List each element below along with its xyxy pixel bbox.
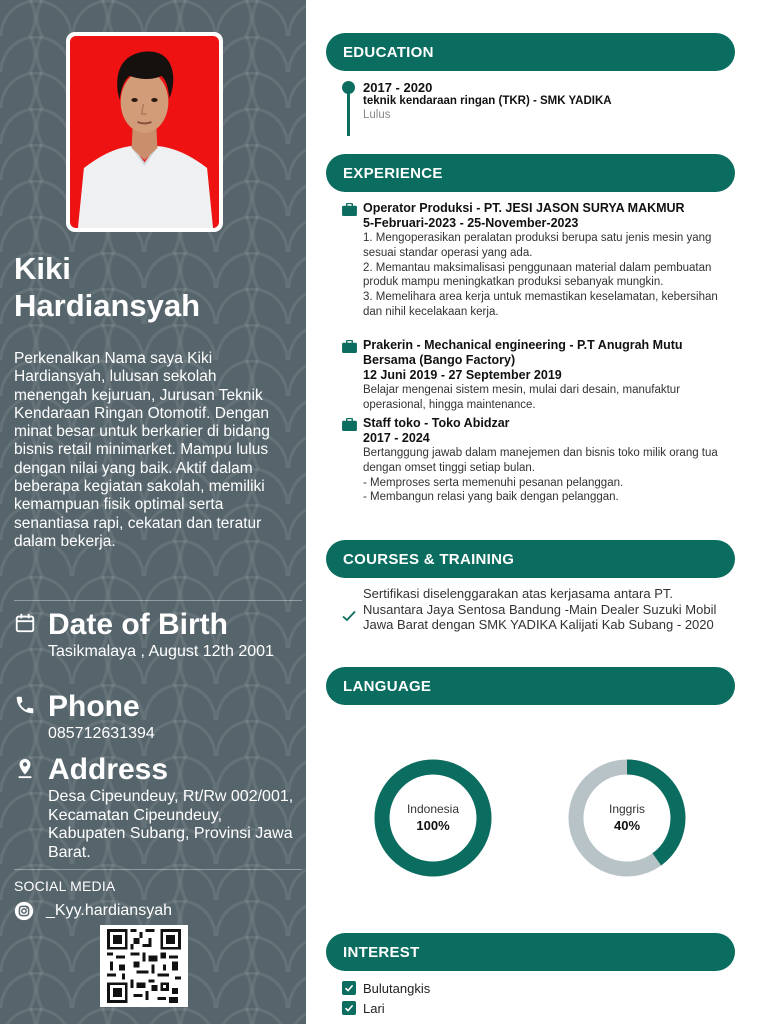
- profile-photo: [70, 36, 219, 228]
- full-name: [14, 250, 294, 324]
- dob-block: [14, 608, 299, 688]
- instagram-icon: [14, 901, 34, 921]
- instagram-link[interactable]: [14, 900, 172, 922]
- job-desc-line: 3. Memelihara area kerja untuk memastikan keselamatan, kebersihan dan nihil kecelakaan kerja.: [363, 291, 718, 318]
- education-school: teknik kendaraan ringan (TKR) - SMK YADIKA: [363, 95, 612, 107]
- instagram-handle: _Kyy.hardiansyah: [46, 902, 172, 919]
- language-percent: 100%: [416, 818, 450, 833]
- job-desc-line: Belajar mengenai sistem mesin, mulai dari desain, manufaktur operasional, hingga maintenance.: [363, 384, 681, 411]
- education-years: 2017 - 2020: [363, 80, 433, 95]
- interest-item: [342, 1000, 385, 1016]
- language-ring-inggris: [567, 758, 687, 878]
- job-title: Operator Produksi - PT. JESI JASON SURYA MAKMUR: [363, 201, 685, 215]
- section-header-courses: COURSES & TRAINING: [326, 540, 735, 578]
- profile-photo-frame: [66, 32, 223, 232]
- experience-item: [342, 338, 732, 413]
- course-item: Sertifikasi diselenggarakan atas kerjasama antara PT. Nusantara Jaya Sentosa Bandung -Main Dealer Suzuki Mobil Jawa Barat dengan SMK YADIKA Kalijati Kab Subang - 2020: [363, 586, 717, 632]
- section-header-education: EDUCATION: [326, 33, 735, 71]
- phone-value: 085712631394: [48, 725, 155, 742]
- divider: [14, 869, 302, 870]
- language-name: Indonesia: [406, 802, 460, 816]
- last-name: Hardiansyah: [14, 288, 201, 323]
- job-desc-line: 1. Mengoperasikan peralatan produksi berupa satu jenis mesin yang sesuai standar operasi yang ada.: [363, 232, 712, 259]
- section-header-language: LANGUAGE: [326, 667, 735, 705]
- phone-icon: [14, 694, 36, 716]
- address-title: Address: [48, 753, 169, 786]
- checkmark-icon: [342, 610, 356, 622]
- job-date: 2017 - 2024: [363, 431, 430, 445]
- job-title: Prakerin - Mechanical engineering - P.T Anugrah Mutu Bersama (Bango Factory): [363, 338, 683, 367]
- timeline-line: [347, 90, 350, 136]
- job-desc-line: - Membangun relasi yang baik dengan pelanggan.: [363, 491, 619, 504]
- calendar-icon: [14, 612, 36, 634]
- interest-item: [342, 980, 430, 996]
- language-percent: 40%: [613, 818, 641, 833]
- section-header-experience: EXPERIENCE: [326, 154, 735, 192]
- experience-item: [342, 416, 732, 505]
- checkbox-icon: [342, 981, 356, 995]
- job-desc-line: - Memproses serta memenuhi pesanan pelanggan.: [363, 476, 624, 489]
- job-date: 5-Februari-2023 - 25-November-2023: [363, 216, 579, 230]
- profile-summary: Perkenalkan Nama saya Kiki Hardiansyah, lulusan sekolah menengah kejuruan, Jurusan Teknik Kendaraan Ringan Otomotif. Dengan minat besar untuk berkarier di bidang bisnis retail minimarket. Mampu lulus dengan nilai yang baik. Aktif dalam beberapa kegiatan sakolah, memiliki kemampuan fisik optimal serta senantiasa rapi, cekatan dan teratur dalam bekerja.: [14, 350, 270, 550]
- experience-item: [342, 201, 732, 320]
- phone-title: Phone: [48, 690, 140, 723]
- section-header-interest: INTEREST: [326, 933, 735, 971]
- phone-block: [14, 690, 299, 750]
- social-media-label: SOCIAL MEDIA: [14, 878, 116, 894]
- language-ring-indonesia: [373, 758, 493, 878]
- interest-label: Lari: [363, 1000, 385, 1016]
- dob-value: Tasikmalaya , August 12th 2001: [48, 643, 274, 660]
- briefcase-icon: [342, 203, 357, 216]
- job-date: 12 Juni 2019 - 27 September 2019: [363, 368, 562, 382]
- divider: [14, 600, 302, 601]
- job-desc-line: Bertanggung jawab dalam manejemen dan bisnis toko milik orang tua dengan omset tinggi setiap bulan.: [363, 447, 718, 474]
- sidebar: [0, 0, 306, 1024]
- job-title: Staff toko - Toko Abidzar: [363, 416, 510, 430]
- language-name: Inggris: [608, 802, 646, 816]
- map-pin-icon: [14, 757, 36, 779]
- briefcase-icon: [342, 340, 357, 353]
- address-block: [14, 753, 299, 865]
- address-value: Desa Cipeundeuy, Rt/Rw 002/001, Kecamatan Cipeundeuy, Kabupaten Subang, Provinsi Jawa Barat.: [48, 788, 294, 861]
- checkbox-icon: [342, 1001, 356, 1015]
- first-name: Kiki: [14, 251, 71, 286]
- briefcase-icon: [342, 418, 357, 431]
- education-status: Lulus: [363, 109, 391, 121]
- interest-label: Bulutangkis: [363, 980, 431, 996]
- qr-code: [100, 925, 188, 1007]
- dob-title: Date of Birth: [48, 608, 228, 641]
- qr-code-image: [104, 929, 184, 1003]
- job-desc-line: 2. Memantau maksimalisasi penggunaan material dalam pembuatan produk mampu meningkatkan produksi sebanyak mungkin.: [363, 261, 712, 289]
